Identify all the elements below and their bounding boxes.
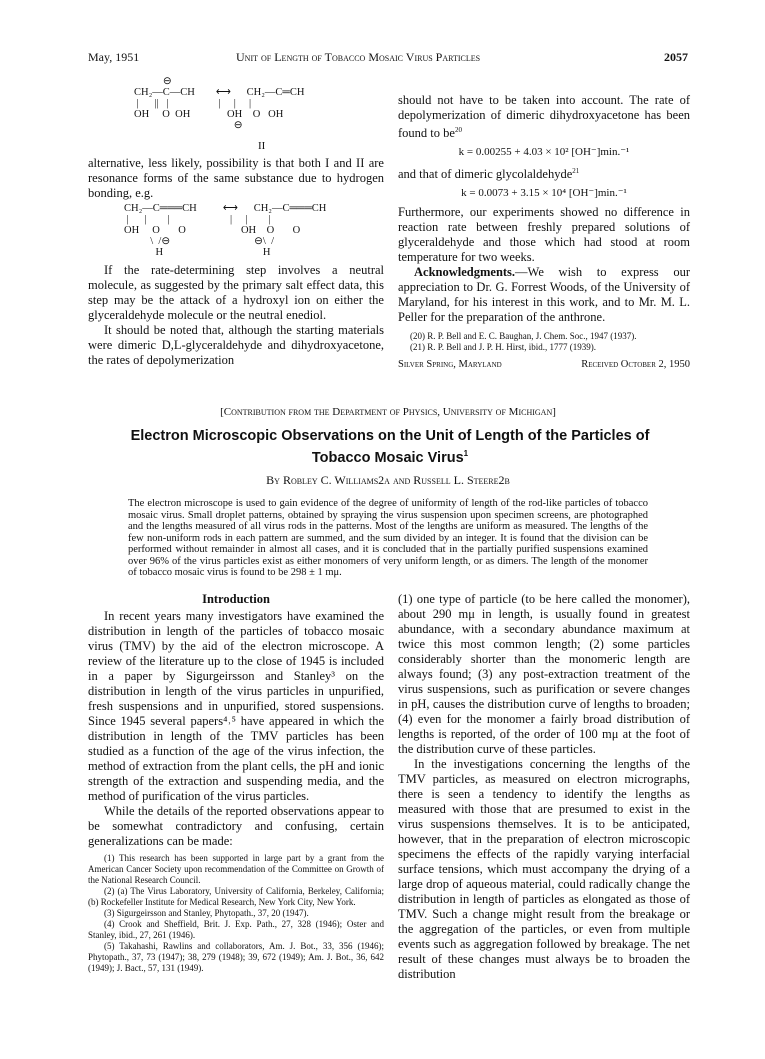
- equation: k = 0.00255 + 4.03 × 10² [OH⁻]min.⁻¹: [458, 146, 630, 159]
- abstract: The electron microscope is used to gain evidence of the degree of uniformity of length of the rod-like particles of tobacco mosaic virus. Small droplet patterns, obtained by spraying the virus suspension upon specimen screens, are photographed and the lengths measured of all virus rods in the patterns. Most of the lengths are uniform as measured. The lengths of the few non-uniform rods in each pattern are summed, and the sum divided by an integer. It is found that the division can be performed without remainder in almost all cases, and it is concluded that in the partially purified suspensions examined over 96% of the virus particles exist as either monomers of very uniform length, or as dimers. The length of the monomer of tobacco mosaic virus is found to be 298 ± 1 mμ.: [128, 498, 648, 578]
- paragraph: Furthermore, our experiments showed no difference in reaction rate between freshly prepared solutions of glyceraldehyde and those which had stood at room temperature for two weeks.: [398, 205, 690, 265]
- section-heading: Introduction: [202, 592, 270, 606]
- affiliation-line: Silver Spring, Maryland Received October 2, 1950: [398, 359, 690, 371]
- contribution-line: [Contribution from the Department of Physics, University of Michigan]: [220, 406, 556, 418]
- paragraph: In recent years many investigators have examined the distribution in length of the particles of tobacco mosaic virus (TMV) by the aid of the electron microscope. A review of the literature up to the close of 1945 is included in a paper by Sigurgeirsson and Stanley³ on the distribution in length of the virus particles in unpurified, fresh suspensions and in unpurified, stored suspensions. Since 1945 several papers⁴˒⁵ have appeared in which the distribution in length of the TMV particles has been studied as a function of the age of the virus infection, the method of extraction from the plant cells, the pH and ionic strength of the extraction and suspending media, and the method of purification of the virus particles.: [88, 609, 384, 803]
- chem-structure-hydrogen-bond: CH₂—C═══CH ⟷ CH₂—C═══CH | | | | | | OH O O OH O O \ /⊖ ⊖\ / H H: [124, 203, 327, 258]
- footnote: (2) (a) The Virus Laboratory, University of California, Berkeley, California; (b) Rockefeller Institute for Medical Research, New York City, New York.: [88, 886, 384, 907]
- running-header-title: Unit of Length of Tobacco Mosaic Virus Particles: [236, 50, 481, 64]
- running-header-date: May, 1951: [88, 50, 140, 64]
- footnote: (3) Sigurgeirsson and Stanley, Phytopath., 37, 20 (1947).: [104, 908, 309, 918]
- footnotes: [88, 853, 384, 974]
- reference: (20) R. P. Bell and E. C. Baughan, J. Chem. Soc., 1947 (1937).: [410, 331, 637, 342]
- equation: k = 0.0073 + 3.15 × 10⁴ [OH⁻]min.⁻¹: [461, 187, 627, 200]
- chem-structure-label: II: [258, 140, 266, 152]
- paragraph: It should be noted that, although the starting materials were dimeric D,L-glyceraldehyde and dihydroxyacetone, the rates of depolymerization: [88, 323, 384, 367]
- paragraph: If the rate-determining step involves a neutral molecule, as suggested by the primary salt effect data, this step may be the attack of a hydroxyl ion on either the glyceraldehyde molecule or the neutral enediol.: [88, 263, 384, 322]
- page-number: 2057: [664, 50, 688, 64]
- intro-left-column: [88, 592, 384, 974]
- article-title: Electron Microscopic Observations on the Unit of Length of the Particles of Tobacco Mosaic Virus$^1$: [130, 428, 650, 466]
- paragraph: In the investigations concerning the lengths of the TMV particles, as measured on electron micrographs, there is seen a tendency to identify the lengths as measured with those that are presumed to exist in the virus suspensions themselves. It is to be anticipated, however, that in the preparation of electron microscopic specimens the effects of the rapidly varying interfacial surface tensions, which must accompany the drying of a large drop of aqueous material, could radically change the distribution in length of particles as elongated as those of TMV. Such a change might result from the breakage or the aggregation of the particles, or even from multiple events such as aggregation followed by breakage. The net result of these changes must always be to broaden the distribution: [398, 757, 690, 981]
- paragraph: and that of dimeric glycolaldehyde$^{21}$: [398, 167, 580, 182]
- paragraph: should not have to be taken into account. The rate of depolymerization of dimeric dihydroxyacetone has been found to $be^{20}$: [398, 93, 690, 141]
- intro-right-column: [398, 592, 690, 982]
- authors: By Robley C. Williams2a and Russell L. Steere2b: [266, 473, 510, 487]
- paragraph: While the details of the reported observations appear to be somewhat contradictory and confusing, certain generalizations can be made:: [88, 804, 384, 848]
- acknowledgments: Acknowledgments.—We wish to express our appreciation to Dr. G. Forrest Woods, of the University of Maryland, for his interest in this work, and to Mr. M. L. Peller for the preparation of the anthrone.: [398, 265, 690, 325]
- reference: (21) R. P. Bell and J. P. H. Hirst, ibid., 1777 (1939).: [410, 342, 597, 353]
- left-column-top: [88, 156, 384, 201]
- footnote: (5) Takahashi, Rawlins and collaborators, Am. J. Bot., 33, 356 (1946); Phytopath., 37, 73 (1947); 38, 279 (1948); 39, 672 (1949); Am. J. Bot., 36, 642 (1949); J. Bact., 57, 131 (1949).: [88, 941, 384, 973]
- paragraph: (1) one type of particle (to be here called the monomer), about 290 mμ in length, is usually found in greatest abundance, with a secondary abundance maximum at twice this most common length; (2) some particles considerably shorter than the monomeric length are always found; (3) any post-extraction treatment of the virus suspensions, such as purification or severe changes in pH, causes the distribution curve of lengths to broaden; (4) even for the monomer a fairly broad distribution of lengths is reported, of the order of 100 mμ at the foot of the distribution curve of these particles.: [398, 592, 690, 756]
- footnote: (1) This research has been supported in large part by a grant from the American Cancer Society upon recommendation of the Committee on Growth of the National Research Council.: [88, 853, 384, 885]
- paragraph: alternative, less likely, possibility is that both I and II are resonance forms of the same substance due to hydrogen bonding, e.g.: [88, 156, 384, 200]
- left-column-bottom: [88, 263, 384, 368]
- right-column-top: [398, 93, 690, 372]
- footnote: (4) Crook and Sheffield, Brit. J. Exp. Path., 27, 328 (1946); Oster and Stanley, ibid., 27, 261 (1946).: [88, 919, 384, 940]
- chem-structure-enediol-resonance: ⊖ CH₂—C—CH ⟷ CH₂—C═CH | || | | | | OH O OH OH O OH ⊖: [134, 76, 305, 131]
